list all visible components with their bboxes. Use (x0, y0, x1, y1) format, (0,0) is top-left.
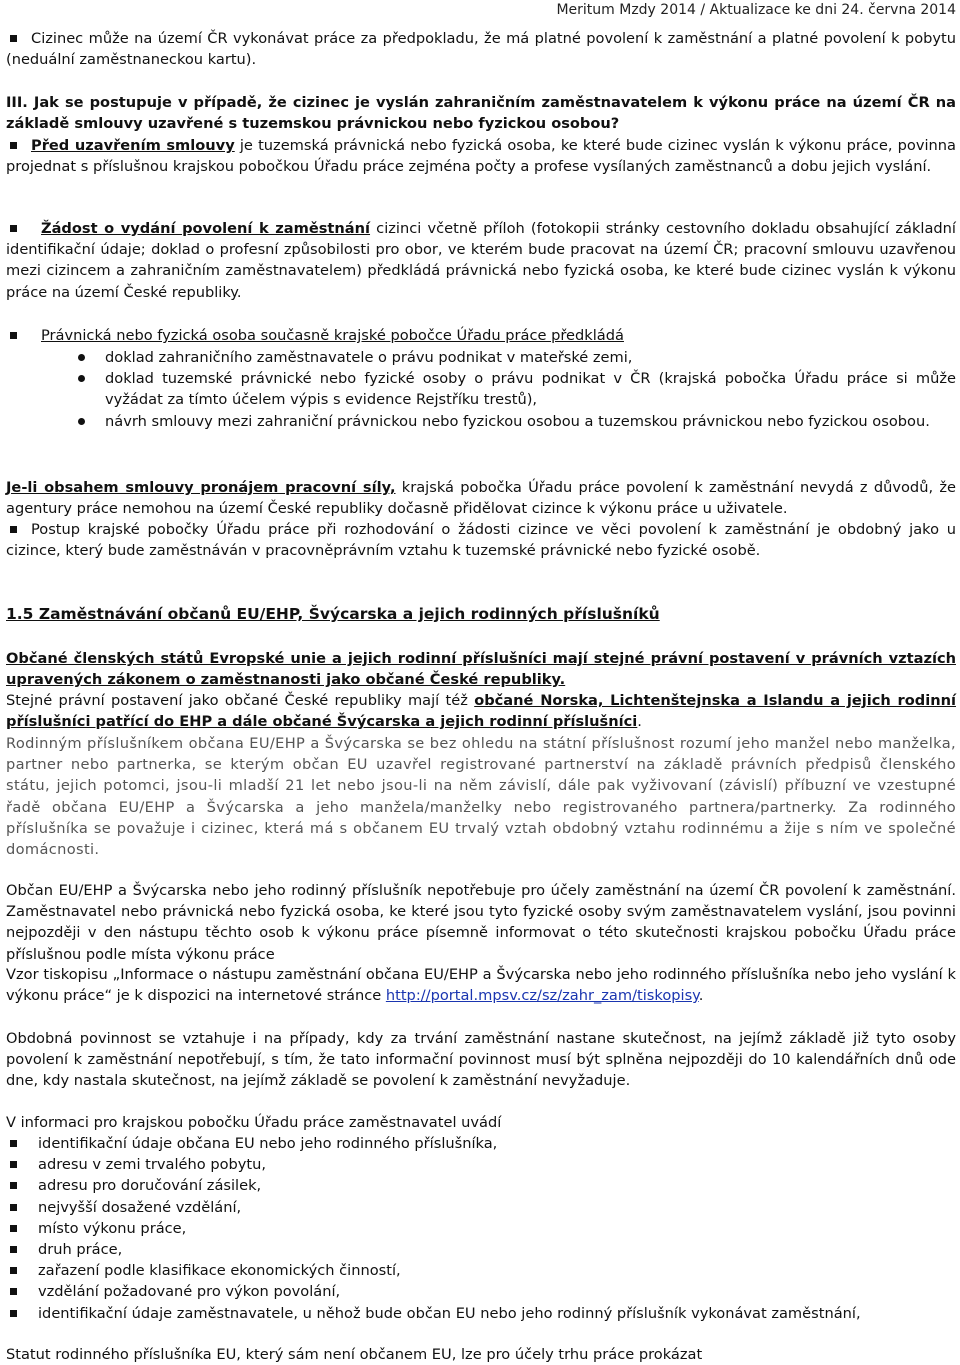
paragraph-no-permit: Občan EU/EHP a Švýcarska nebo jeho rodinný příslušník nepotřebuje pro účely zaměstnání na území ČR povolení k zaměstnání. Zaměstnavatel nebo právnická nebo fyzická osoba, ke které jsou tyto fyzické osoby svým zaměstnavatelem vyslání, jsou povinni nejpozději v den nástupu těchto osob k výkonu práce písemně informovat o této skutečnosti krajskou pobočku Úřadu práce příslušnou podle místa výkonu práce (6, 882, 956, 963)
paragraph-status: Statut rodinného příslušníka EU, který sám není občanem EU, lze pro účely trhu práce prokázat (6, 1346, 703, 1363)
paragraph-condition: Cizinec může na území ČR vykonávat práce za předpokladu, že má platné povolení k zaměstnání a platné povolení k pobytu (neduální zaměstnaneckou kartu). (6, 30, 956, 69)
square-bullet-icon (10, 1204, 17, 1211)
list-item: zařazení podle klasifikace ekonomických činností, (6, 1260, 956, 1281)
paragraph-before-contract: Před uzavřením smlouvy je tuzemská právnická nebo fyzická osoba, ke které bude cizinec vyslán k výkonu práce, povinna projednat s příslušnou krajskou pobočkou Úřadu práce zejména počty a profese vysílaných zaměstnanců a dobu jejich vyslání. (6, 137, 956, 176)
square-bullet-icon (10, 1246, 17, 1253)
list-item: vzdělání požadované pro výkon povolání, (6, 1281, 956, 1302)
square-bullet-icon (10, 1288, 17, 1295)
section-title: 1.5 Zaměstnávání občanů EU/EHP, Švýcarska a jejich rodinných příslušníků (6, 605, 660, 623)
paragraph-submits: Právnická nebo fyzická osoba současně krajské pobočce Úřadu práce předkládá (6, 325, 956, 346)
list-item: místo výkonu práce, (6, 1218, 956, 1239)
question-heading: III. Jak se postupuje v případě, že cizinec je vyslán zahraničním zaměstnavatelem k výkonu práce na území ČR na základě smlouvy uzavřené s tuzemskou právnickou nebo fyzickou osobou? (6, 94, 956, 133)
square-bullet-icon (10, 1225, 17, 1232)
paragraph-family-member: Rodinným příslušníkem občana EU/EHP a Švýcarska se bez ohledu na státní příslušnost rozumí jeho manžel nebo manželka, partner nebo partnerka, se kterým občan EU uzavřel registrované partnerství na základě právních předpisů členského státu, jejich potomci, jsou-li mladší 21 let nebo jsou-li na něm závislí, dále pak vyživovaní (závislí) příbuzní ve vzestupné řadě občana EU/EHP a Švýcarska a jeho manžela/manželky nebo registrovaného partnera/partnerky. Za rodinného příslušníka se považuje i cizinec, která má s občanem EU trvalý vztah obdobný vztahu rodinnému a žije s ním ve společné domácnosti. (6, 735, 956, 859)
list-item: doklad tuzemské právnické nebo fyzické osoby o právu podnikat v ČR (krajská pobočka Úřadu práce si může vyžádat za tímto účelem výpis s evidence Rejstříku trestů), (6, 368, 956, 410)
square-bullet-icon (10, 1310, 17, 1317)
paragraph-procedure: Postup krajské pobočky Úřadu práce při rozhodování o žádosti cizince ve věci povolení k zaměstnání je obdobný jako u cizince, který bude zaměstnáván v pracovněprávním vztahu k tuzemské právnické nebo fyzické osobě. (6, 521, 956, 560)
paragraph-application: Žádost o vydání povolení k zaměstnání cizinci včetně příloh (fotokopii stránky cestovního dokladu obsahující základní identifikační údaje; doklad o profesní způsobilosti pro obor, ve kterém bude pracovat na území ČR; pracovní smlouvu uzavřenou mezi cizincem a zahraničním zaměstnavatelem) předkládá právnická nebo fyzická osoba, ke které bude cizinec vyslán k výkonu práce na území České republiky. (6, 220, 956, 301)
list-item: nejvyšší dosažené vzdělání, (6, 1197, 956, 1218)
list-item: identifikační údaje zaměstnavatele, u něhož bude občan EU nebo jeho rodinný příslušník vykonávat zaměstnání, (6, 1303, 956, 1324)
list-item: doklad zahraničního zaměstnavatele o právu podnikat v mateřské zemi, (6, 347, 956, 368)
round-bullet-list (6, 347, 956, 432)
list-item: adresu pro doručování zásilek, (6, 1175, 956, 1196)
square-bullet-icon (10, 1140, 17, 1147)
list-item: identifikační údaje občana EU nebo jeho rodinného příslušníka, (6, 1133, 956, 1154)
tiskopisy-link[interactable]: http://portal.mpsv.cz/sz/zahr_zam/tiskopisy (385, 987, 699, 1005)
square-bullet-icon (10, 526, 17, 533)
square-bullet-icon (10, 1161, 17, 1168)
square-bullet-icon (10, 35, 17, 42)
paragraph-similar-duty: Obdobná povinnost se vztahuje i na případy, kdy za trvání zaměstnání nastane skutečnost, na jejímž základě již tyto osoby povolení k zaměstnání nepotřebují, s tím, že tato informační povinnost musí být splněna nejpozději do 10 kalendářních dnů ode dne, kdy nastala skutečnost, na jejímž základě se povolení k zaměstnání nevyžaduje. (6, 1030, 956, 1090)
list-item: druh práce, (6, 1239, 956, 1260)
paragraph-form: Vzor tiskopisu „Informace o nástupu zaměstnání občana EU/EHP a Švýcarska nebo jeho rodinného příslušníka nebo jeho vyslání k výkonu práce“ je k dispozici na internetové stránce http://portal.mpsv.cz/sz/zahr_zam/tiskopisy. (6, 966, 956, 1005)
paragraph-info-contents: V informaci pro krajskou pobočku Úřadu práce zaměstnavatel uvádí (6, 1114, 502, 1131)
square-bullet-icon (10, 142, 17, 149)
square-bullet-icon (10, 1267, 17, 1274)
paragraph-eu-citizens: Občané členských států Evropské unie a jejich rodinní příslušníci mají stejné právní postavení v právních vztazích upravených zákonem o zaměstnanosti jako občané České republiky. (6, 650, 956, 689)
list-item: návrh smlouvy mezi zahraniční právnickou nebo fyzickou osobou a tuzemskou právnickou nebo fyzickou osobou. (6, 411, 956, 432)
paragraph-eea: Stejné právní postavení jako občané České republiky mají též občané Norska, Lichtenštejnska a Islandu a jejich rodinní příslušníci patřící do EHP a dále občané Švýcarska a jejich rodinní příslušníci. (6, 692, 956, 731)
paragraph-labour-hire: Je-li obsahem smlouvy pronájem pracovní síly, krajská pobočka Úřadu práce povolení k zaměstnání nevydá z důvodů, že agentury práce nemohou na území České republiky dočasně přidělovat cizince k výkonu práce u uživatele. (6, 479, 956, 518)
running-header: Meritum Mzdy 2014 / Aktualizace ke dni 24. června 2014 (556, 2, 956, 18)
square-bullet-icon (10, 332, 17, 339)
list-item: adresu v zemi trvalého pobytu, (6, 1154, 956, 1175)
square-bullet-icon (10, 225, 17, 232)
square-bullet-list (6, 1133, 956, 1324)
square-bullet-icon (10, 1182, 17, 1189)
